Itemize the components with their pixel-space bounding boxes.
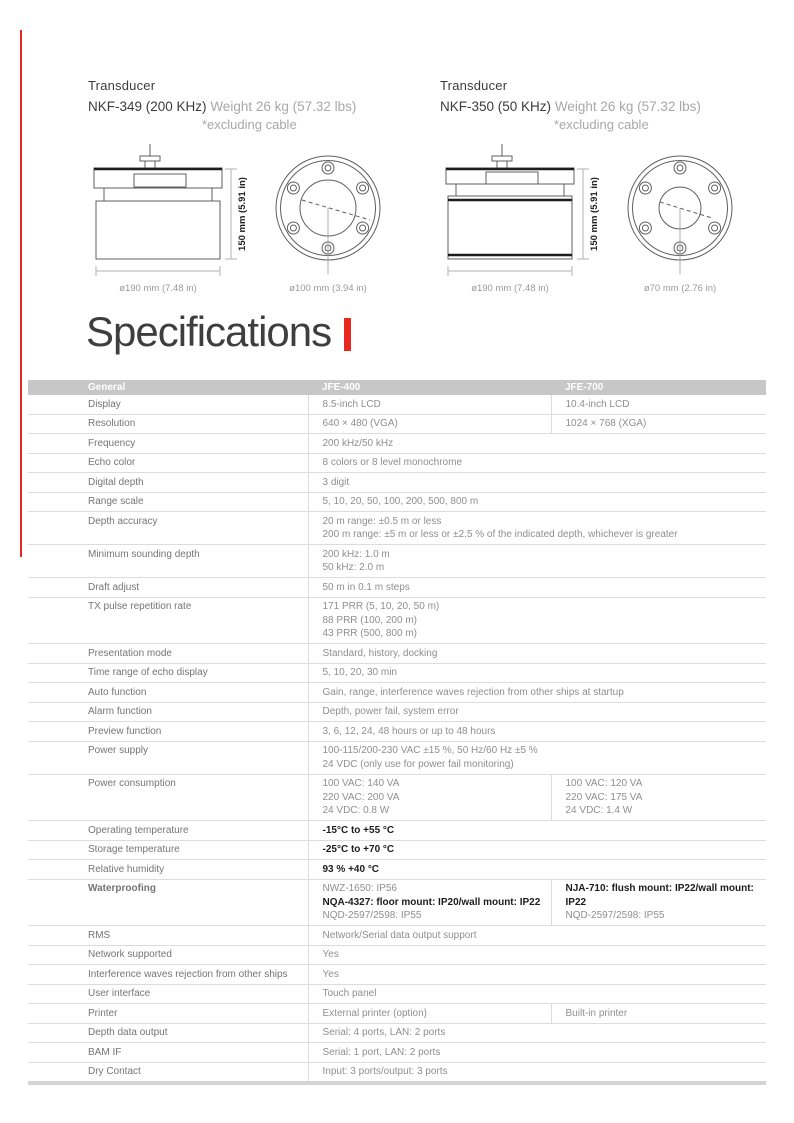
row-value [551, 414, 766, 434]
value-line: Input: 3 ports/output: 3 ports [322, 1066, 448, 1077]
transducer-drawing-nkf350 [440, 144, 760, 304]
row-value [308, 545, 766, 578]
row-value [308, 945, 766, 965]
transducer-front-view [276, 156, 380, 294]
table-row [28, 1023, 766, 1043]
row-value [308, 741, 766, 774]
value-line: 220 VAC: 200 VA [322, 791, 400, 803]
table-row [28, 879, 766, 926]
table-row [28, 644, 766, 664]
value-line: Network/Serial data output support [322, 929, 477, 941]
transducer-section-title: Transducer [440, 78, 508, 93]
value-line: 220 VAC: 175 VA [565, 791, 643, 803]
transducer-note: *excluding cable [554, 117, 649, 132]
row-label: Network supported [28, 945, 308, 965]
table-row [28, 414, 766, 434]
transducer-note: *excluding cable [202, 117, 297, 132]
row-label: TX pulse repetition rate [28, 597, 308, 644]
row-value [308, 1023, 766, 1043]
table-row [28, 683, 766, 703]
row-label: Printer [28, 1004, 308, 1024]
row-value [308, 821, 766, 841]
value-line: NJA-710: flush mount: IP22/wall mount: IP22 [565, 883, 754, 908]
row-label: Display [28, 395, 308, 414]
row-label: Alarm function [28, 702, 308, 722]
row-label: Preview function [28, 722, 308, 742]
table-row [28, 860, 766, 880]
row-label: Waterproofing [28, 879, 308, 926]
row-value [551, 395, 766, 414]
row-value [308, 860, 766, 880]
value-line: 3 digit [322, 476, 350, 488]
width-dimension [448, 266, 572, 294]
spec-table-body [28, 395, 766, 1083]
table-row [28, 965, 766, 985]
value-line: 100 VAC: 140 VA [322, 778, 400, 789]
row-value [308, 774, 551, 821]
table-header-row [28, 380, 766, 395]
row-label: Digital depth [28, 473, 308, 493]
row-label: Resolution [28, 414, 308, 434]
row-label: Time range of echo display [28, 663, 308, 683]
table-row [28, 473, 766, 493]
row-value [308, 965, 766, 985]
face-dim-label: ø100 mm (3.94 in) [289, 283, 367, 294]
table-row [28, 395, 766, 414]
height-dimension [225, 169, 248, 259]
value-line: External printer (option) [322, 1007, 427, 1019]
value-line: 88 PRR (100, 200 m) [322, 614, 417, 626]
row-value [308, 597, 766, 644]
width-dimension [96, 266, 220, 294]
left-accent-rule [20, 30, 22, 557]
table-row [28, 722, 766, 742]
transducer-front-view [628, 156, 732, 294]
row-label: Auto function [28, 683, 308, 703]
row-value [308, 492, 766, 512]
row-label: Presentation mode [28, 644, 308, 664]
row-value [308, 512, 766, 545]
transducer-drawing-nkf349 [88, 144, 408, 304]
row-value [308, 453, 766, 473]
row-label: Power supply [28, 741, 308, 774]
table-row [28, 984, 766, 1004]
row-value [308, 434, 766, 454]
row-label: Dry Contact [28, 1062, 308, 1083]
row-value [551, 1004, 766, 1024]
table-row [28, 597, 766, 644]
row-label: Depth accuracy [28, 512, 308, 545]
transducer-section-nkf350 [440, 78, 785, 304]
value-line: NQD-2597/2598: IP55 [322, 910, 422, 921]
row-label: Depth data output [28, 1023, 308, 1043]
row-value [308, 984, 766, 1004]
table-row [28, 821, 766, 841]
value-line: Touch panel [322, 988, 377, 999]
row-value [308, 702, 766, 722]
row-label: User interface [28, 984, 308, 1004]
value-line: 200 kHz/50 kHz [322, 437, 394, 449]
transducer-section-nkf349 [88, 78, 433, 304]
value-line: -15°C to +55 °C [322, 824, 395, 836]
value-line: NQA-4327: floor mount: IP20/wall mount: IP22 [322, 896, 541, 908]
table-row [28, 492, 766, 512]
table-row [28, 663, 766, 683]
row-label: Echo color [28, 453, 308, 473]
face-dim-label: ø70 mm (2.76 in) [643, 283, 717, 294]
table-row [28, 545, 766, 578]
row-value [308, 879, 551, 926]
width-dim-label: ø190 mm (7.48 in) [119, 283, 197, 294]
row-value [551, 879, 766, 926]
value-line: 100-115/200-230 VAC ±15 %, 50 Hz/60 Hz ±5 % [322, 745, 538, 756]
row-label: Minimum sounding depth [28, 545, 308, 578]
value-line: 50 m in 0.1 m steps [322, 581, 410, 593]
value-line: Standard, history, docking [322, 647, 438, 659]
page-title-block [86, 308, 351, 356]
table-row [28, 453, 766, 473]
value-line: Yes [322, 949, 339, 960]
value-line: 50 kHz: 2.0 m [322, 562, 385, 573]
table-row [28, 774, 766, 821]
table-row [28, 1043, 766, 1063]
row-label: Frequency [28, 434, 308, 454]
row-label: Interference waves rejection from other ships [28, 965, 308, 985]
table-row [28, 945, 766, 965]
transducer-weight: Weight 26 kg (57.32 lbs) [210, 99, 357, 114]
height-dimension [577, 169, 600, 259]
value-line: NQD-2597/2598: IP55 [565, 910, 665, 921]
value-line: Serial: 4 ports, LAN: 2 ports [322, 1027, 446, 1038]
transducer-side-view [446, 144, 574, 259]
page-title: Specifications [86, 308, 332, 355]
row-label: Power consumption [28, 774, 308, 821]
column-header-jfe700: JFE-700 [551, 380, 766, 395]
row-label: Range scale [28, 492, 308, 512]
value-line: 640 × 480 (VGA) [322, 418, 398, 429]
value-line: -25°C to +70 °C [322, 844, 395, 855]
row-value [308, 644, 766, 664]
row-value [308, 1062, 766, 1083]
width-dim-label: ø190 mm (7.48 in) [471, 283, 549, 294]
table-row [28, 578, 766, 598]
title-accent-bar [344, 318, 351, 351]
value-line: Depth, power fail, system error [322, 706, 459, 717]
row-value [308, 683, 766, 703]
row-value [308, 840, 766, 860]
value-line: Yes [322, 968, 339, 980]
value-line: 43 PRR (500, 800 m) [322, 628, 417, 639]
value-line: Gain, range, interference waves rejection from other ships at startup [322, 686, 624, 698]
value-line: 8.5-inch LCD [322, 398, 381, 410]
value-line: 24 VDC: 1.4 W [565, 805, 633, 816]
table-row [28, 741, 766, 774]
transducer-side-view [94, 144, 222, 259]
row-label: Operating temperature [28, 821, 308, 841]
height-dim-label: 150 mm (5.91 in) [237, 177, 248, 251]
table-row [28, 1004, 766, 1024]
value-line: 171 PRR (5, 10, 20, 50 m) [322, 601, 440, 612]
value-line: 1024 × 768 (XGA) [565, 418, 647, 429]
value-line: 93 % +40 °C [322, 863, 380, 875]
transducer-section-title: Transducer [88, 78, 156, 93]
value-line: 10.4-inch LCD [565, 398, 630, 410]
row-value [308, 395, 551, 414]
row-value [308, 1004, 551, 1024]
value-line: 24 VDC (only use for power fail monitoring) [322, 758, 514, 770]
row-value [308, 1043, 766, 1063]
row-value [308, 578, 766, 598]
table-row [28, 840, 766, 860]
transducer-model: NKF-349 (200 KHz) [88, 99, 207, 114]
table-row [28, 926, 766, 946]
value-line: 200 kHz: 1.0 m [322, 548, 390, 560]
row-label: Draft adjust [28, 578, 308, 598]
value-line: Built-in printer [565, 1007, 628, 1019]
row-value [308, 414, 551, 434]
row-label: BAM IF [28, 1043, 308, 1063]
value-line: 8 colors or 8 level monochrome [322, 457, 463, 468]
row-value [308, 926, 766, 946]
value-line: Serial: 1 port, LAN: 2 ports [322, 1046, 441, 1058]
column-header-general: General [28, 380, 308, 395]
transducer-weight: Weight 26 kg (57.32 lbs) [554, 99, 701, 114]
value-line: 24 VDC: 0.8 W [322, 805, 390, 816]
spec-table [28, 380, 766, 1085]
value-line: NWZ-1650: IP56 [322, 883, 397, 894]
column-header-jfe400: JFE-400 [308, 380, 551, 395]
value-line: 100 VAC: 120 VA [565, 778, 643, 789]
transducer-model: NKF-350 (50 KHz) [440, 99, 552, 114]
table-row [28, 1062, 766, 1083]
row-label: Relative humidity [28, 860, 308, 880]
table-row [28, 702, 766, 722]
row-value [308, 663, 766, 683]
table-row [28, 434, 766, 454]
table-row [28, 512, 766, 545]
value-line: 20 m range: ±0.5 m or less [322, 515, 442, 527]
value-line: 5, 10, 20, 30 min [322, 667, 397, 678]
row-value [308, 722, 766, 742]
row-label: RMS [28, 926, 308, 946]
row-label: Storage temperature [28, 840, 308, 860]
value-line: 200 m range: ±5 m or less or ±2.5 % of the indicated depth, whichever is greater [322, 529, 678, 540]
row-value [551, 774, 766, 821]
value-line: 5, 10, 20, 50, 100, 200, 500, 800 m [322, 496, 479, 507]
row-value [308, 473, 766, 493]
height-dim-label: 150 mm (5.91 in) [589, 177, 600, 251]
value-line: 3, 6, 12, 24, 48 hours or up to 48 hours [322, 725, 496, 737]
